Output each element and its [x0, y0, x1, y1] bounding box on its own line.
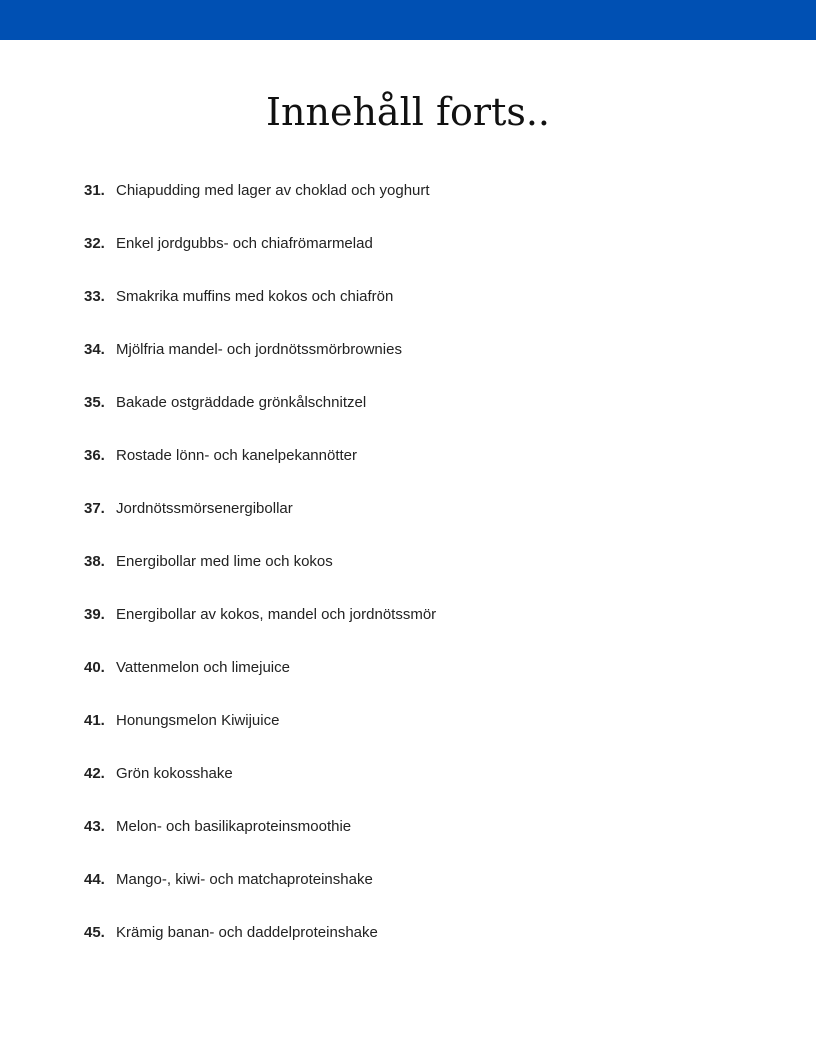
toc-item-number: 38. [84, 553, 105, 570]
toc-item [84, 764, 764, 817]
toc-item-number: 41. [84, 712, 105, 729]
toc-item-title: Grön kokosshake [116, 765, 233, 782]
toc-item [84, 658, 764, 711]
toc-item [84, 287, 764, 340]
toc-item-title: Energibollar med lime och kokos [116, 553, 333, 570]
toc-item [84, 393, 764, 446]
toc-item [84, 340, 764, 393]
toc-item-number: 32. [84, 235, 105, 252]
toc-item-number: 43. [84, 818, 105, 835]
toc-item-title: Melon- och basilikaproteinsmoothie [116, 818, 352, 835]
table-of-contents [84, 181, 764, 976]
toc-item [84, 870, 764, 923]
toc-item [84, 711, 764, 764]
toc-item-number: 35. [84, 394, 105, 411]
toc-item-title: Jordnötssmörsenergibollar [116, 500, 293, 517]
toc-item [84, 181, 764, 234]
toc-item [84, 234, 764, 287]
page-title: Innehåll forts.. [266, 90, 550, 134]
toc-item-number: 31. [84, 182, 105, 199]
toc-item [84, 446, 764, 499]
toc-item-number: 44. [84, 871, 105, 888]
toc-item-number: 36. [84, 447, 105, 464]
toc-item-title: Energibollar av kokos, mandel och jordnötssmör [116, 606, 437, 623]
toc-item [84, 923, 764, 976]
toc-item-title: Enkel jordgubbs- och chiafrömarmelad [116, 235, 373, 252]
header-bar [0, 0, 816, 40]
toc-item-number: 33. [84, 288, 105, 305]
toc-item-number: 39. [84, 606, 105, 623]
toc-item-number: 45. [84, 924, 105, 941]
toc-item-title: Krämig banan- och daddelproteinshake [116, 924, 378, 941]
toc-item-title: Mango-, kiwi- och matchaproteinshake [116, 871, 373, 888]
toc-item [84, 605, 764, 658]
toc-item-title: Vattenmelon och limejuice [116, 659, 290, 676]
toc-item-number: 34. [84, 341, 105, 358]
toc-item-number: 42. [84, 765, 105, 782]
toc-item-title: Chiapudding med lager av choklad och yoghurt [116, 182, 430, 199]
toc-item [84, 817, 764, 870]
toc-item [84, 499, 764, 552]
toc-item [84, 552, 764, 605]
toc-item-title: Honungsmelon Kiwijuice [116, 712, 280, 729]
toc-item-title: Smakrika muffins med kokos och chiafrön [116, 288, 394, 305]
toc-item-number: 40. [84, 659, 105, 676]
toc-item-title: Mjölfria mandel- och jordnötssmörbrownies [116, 341, 402, 358]
toc-item-title: Bakade ostgräddade grönkålschnitzel [116, 394, 367, 411]
toc-item-number: 37. [84, 500, 105, 517]
toc-item-title: Rostade lönn- och kanelpekannötter [116, 447, 357, 464]
